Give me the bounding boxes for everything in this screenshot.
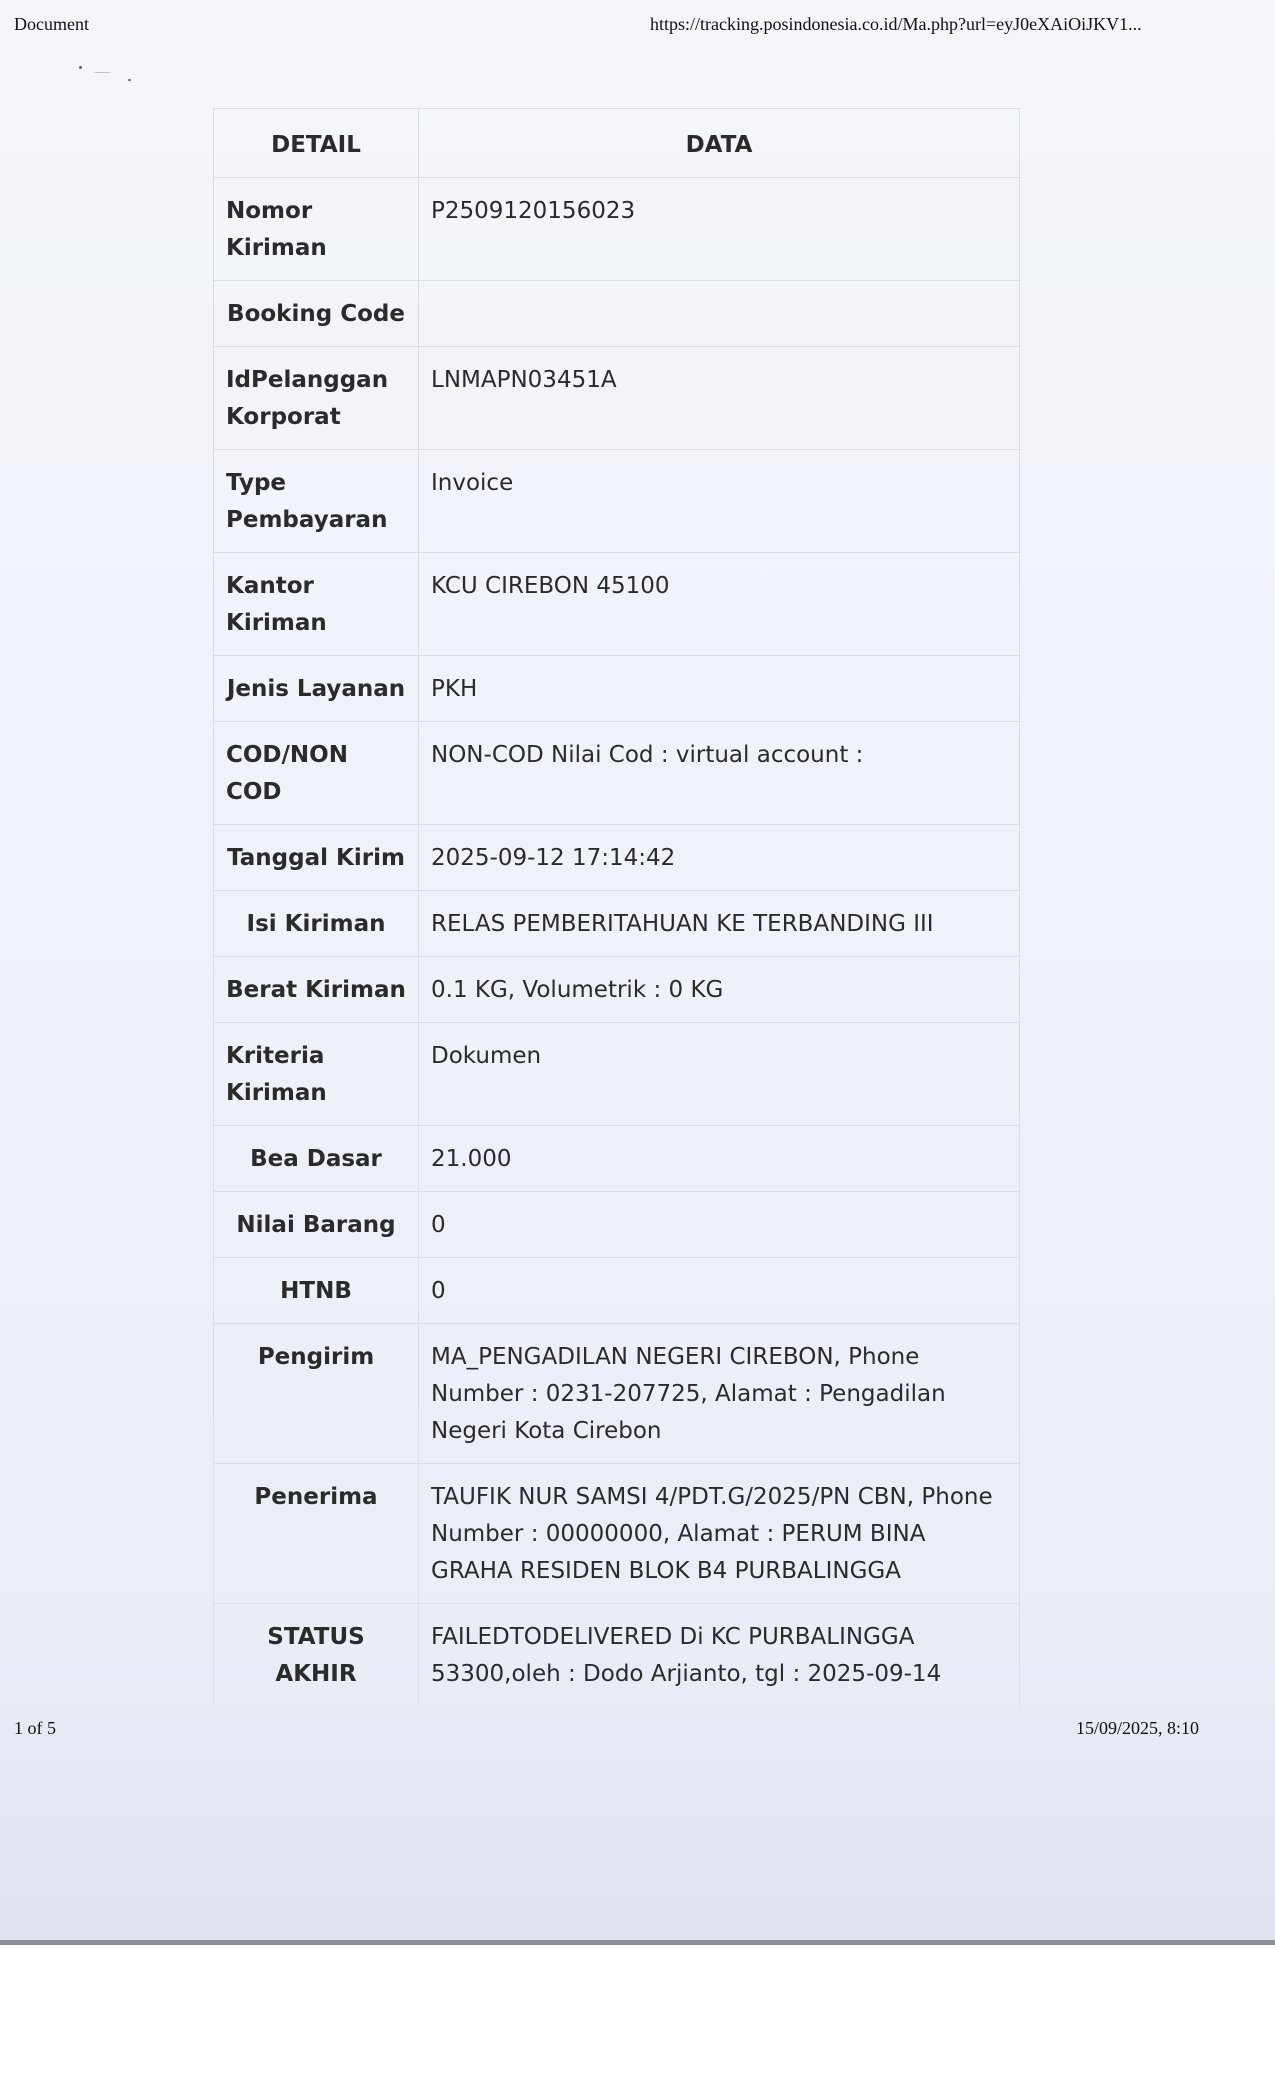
shipment-detail-table [213,108,1020,1706]
row-label: Kantor Kiriman [214,553,419,656]
table-row [214,825,1020,891]
table-row [214,1023,1020,1126]
row-value: 21.000 [419,1126,1020,1192]
scan-speck [128,79,131,81]
header-data: DATA [419,109,1020,178]
table-row [214,891,1020,957]
table-row [214,347,1020,450]
table-row [214,281,1020,347]
row-value: RELAS PEMBERITAHUAN KE TERBANDING III [419,891,1020,957]
table-row [214,1324,1020,1464]
table-header-row [214,109,1020,178]
row-label: Berat Kiriman [214,957,419,1023]
row-label: Pengirim [214,1324,419,1464]
row-label: HTNB [214,1258,419,1324]
row-label: Booking Code [214,281,419,347]
table-row [214,1192,1020,1258]
row-label: Nomor Kiriman [214,178,419,281]
row-value: P2509120156023 [419,178,1020,281]
row-value: TAUFIK NUR SAMSI 4/PDT.G/2025/PN CBN, Phone Number : 00000000, Alamat : PERUM BINA GRAHA RESIDEN BLOK B4 PURBALINGGA [419,1464,1020,1604]
row-value: NON-COD Nilai Cod : virtual account : [419,722,1020,825]
row-label: Kriteria Kiriman [214,1023,419,1126]
row-label: Penerima [214,1464,419,1604]
scan-speck [79,66,82,69]
row-label: IdPelanggan Korporat [214,347,419,450]
row-value: 0 [419,1192,1020,1258]
row-value: FAILEDTODELIVERED Di KC PURBALINGGA 53300,oleh : Dodo Arjianto, tgl : 2025-09-14 [419,1604,1020,1707]
table-row [214,1464,1020,1604]
table-row [214,957,1020,1023]
row-label: STATUS AKHIR [214,1604,419,1707]
row-value: 0.1 KG, Volumetrik : 0 KG [419,957,1020,1023]
row-label: COD/NON COD [214,722,419,825]
row-value: PKH [419,656,1020,722]
table-row [214,1604,1020,1707]
row-value: MA_PENGADILAN NEGERI CIREBON, Phone Number : 0231-207725, Alamat : Pengadilan Negeri Kota Cirebon [419,1324,1020,1464]
row-value: Dokumen [419,1023,1020,1126]
scan-edge [0,1940,1275,1945]
table-row [214,1258,1020,1324]
table-row [214,656,1020,722]
print-header-title: Document [14,14,89,34]
row-value: 0 [419,1258,1020,1324]
print-header-url: https://tracking.posindonesia.co.id/Ma.php?url=eyJ0eXAiOiJKV1... [650,14,1142,34]
row-label: Jenis Layanan [214,656,419,722]
row-value: KCU CIREBON 45100 [419,553,1020,656]
print-footer-datetime: 15/09/2025, 8:10 [1076,1718,1200,1738]
table-row [214,178,1020,281]
table-row [214,1126,1020,1192]
row-value: LNMAPN03451A [419,347,1020,450]
row-label: Tanggal Kirim [214,825,419,891]
table-row [214,722,1020,825]
row-value: 2025-09-12 17:14:42 [419,825,1020,891]
row-label: Nilai Barang [214,1192,419,1258]
table-row [214,450,1020,553]
row-value [419,281,1020,347]
row-value: Invoice [419,450,1020,553]
header-detail: DETAIL [214,109,419,178]
row-label: Isi Kiriman [214,891,419,957]
print-footer-page: 1 of 5 [14,1718,56,1738]
table-row [214,553,1020,656]
row-label: Bea Dasar [214,1126,419,1192]
scan-speck [93,72,111,73]
row-label: Type Pembayaran [214,450,419,553]
